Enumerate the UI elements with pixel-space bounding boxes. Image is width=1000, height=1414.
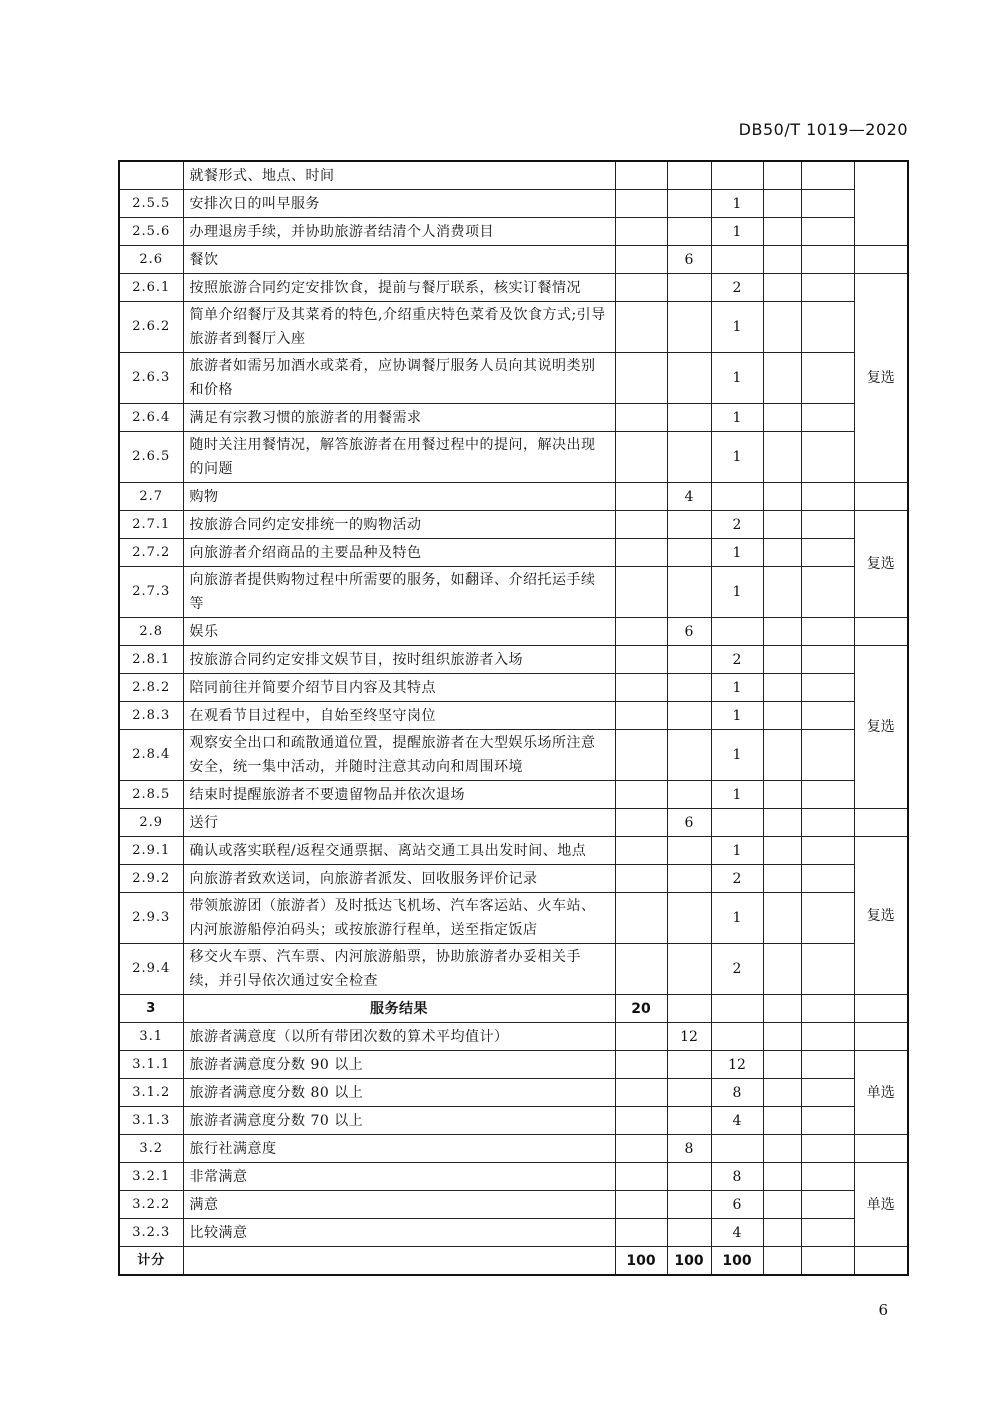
item-number: 2.5.6: [119, 218, 183, 246]
score-cell-a: [615, 944, 667, 995]
selection-note: 单选: [854, 1051, 908, 1135]
score-cell-c: 8: [711, 1163, 763, 1191]
blank-cell: [763, 1023, 801, 1051]
score-cell-b: [667, 1191, 711, 1219]
blank-cell: [801, 837, 854, 865]
item-number: 3: [119, 995, 183, 1023]
score-cell-b: [667, 893, 711, 944]
blank-cell: [763, 1219, 801, 1247]
score-cell-b: [667, 781, 711, 809]
blank-cell: [801, 1023, 854, 1051]
item-number: [119, 161, 183, 190]
selection-note: [854, 809, 908, 837]
item-number: 3.2.2: [119, 1191, 183, 1219]
score-cell-a: [615, 837, 667, 865]
score-cell-c: 1: [711, 539, 763, 567]
score-cell-b: [667, 539, 711, 567]
selection-note: 单选: [854, 1163, 908, 1247]
item-text: 办理退房手续，并协助旅游者结清个人消费项目: [183, 218, 615, 246]
blank-cell: [763, 995, 801, 1023]
score-cell-a: [615, 1051, 667, 1079]
blank-cell: [763, 1247, 801, 1276]
item-number: 2.6.5: [119, 432, 183, 483]
score-cell-a: [615, 539, 667, 567]
score-cell-b: [667, 302, 711, 353]
item-number: 2.6.3: [119, 353, 183, 404]
item-text: 旅游者满意度分数 80 以上: [183, 1079, 615, 1107]
item-number: 2.9.2: [119, 865, 183, 893]
score-cell-c: 1: [711, 190, 763, 218]
table-row: [119, 246, 908, 274]
item-text: [183, 1247, 615, 1276]
item-number: 2.8.5: [119, 781, 183, 809]
table-row: [119, 1051, 908, 1079]
selection-note: 复选: [854, 646, 908, 809]
blank-cell: [801, 646, 854, 674]
item-number: 2.7.2: [119, 539, 183, 567]
score-cell-a: [615, 702, 667, 730]
item-number: 2.8: [119, 618, 183, 646]
table-row: [119, 1135, 908, 1163]
blank-cell: [763, 1051, 801, 1079]
selection-note: [854, 1135, 908, 1163]
table-row: [119, 618, 908, 646]
item-number: 2.9.4: [119, 944, 183, 995]
table-row: [119, 1163, 908, 1191]
blank-cell: [801, 1191, 854, 1219]
score-cell-c: 4: [711, 1107, 763, 1135]
blank-cell: [763, 1079, 801, 1107]
selection-note: [854, 618, 908, 646]
score-cell-c: 2: [711, 274, 763, 302]
score-cell-a: [615, 353, 667, 404]
blank-cell: [763, 218, 801, 246]
blank-cell: [801, 246, 854, 274]
blank-cell: [801, 1107, 854, 1135]
score-cell-b: [667, 274, 711, 302]
item-number: 3.2.3: [119, 1219, 183, 1247]
score-cell-c: 12: [711, 1051, 763, 1079]
item-text: 娱乐: [183, 618, 615, 646]
score-cell-a: [615, 161, 667, 190]
item-number: 2.5.5: [119, 190, 183, 218]
score-cell-b: [667, 190, 711, 218]
item-number: 2.6.4: [119, 404, 183, 432]
score-cell-a: [615, 618, 667, 646]
score-cell-b: [667, 646, 711, 674]
score-cell-a: [615, 646, 667, 674]
blank-cell: [763, 1107, 801, 1135]
score-cell-a: [615, 674, 667, 702]
item-number: 2.6: [119, 246, 183, 274]
item-text: 比较满意: [183, 1219, 615, 1247]
item-text: 旅游者满意度分数 90 以上: [183, 1051, 615, 1079]
blank-cell: [801, 674, 854, 702]
item-text: 送行: [183, 809, 615, 837]
score-cell-c: 1: [711, 432, 763, 483]
blank-cell: [801, 944, 854, 995]
table-row: [119, 781, 908, 809]
score-cell-a: [615, 730, 667, 781]
table-row: [119, 539, 908, 567]
score-cell-b: [667, 944, 711, 995]
table-row: [119, 1079, 908, 1107]
blank-cell: [801, 161, 854, 190]
blank-cell: [763, 246, 801, 274]
table-row: [119, 893, 908, 944]
score-cell-a: [615, 1079, 667, 1107]
table-row: [119, 1191, 908, 1219]
table-row: [119, 353, 908, 404]
blank-cell: [763, 646, 801, 674]
item-text: 旅游者如需另加酒水或菜肴，应协调餐厅服务人员向其说明类别和价格: [183, 353, 615, 404]
score-cell-a: [615, 483, 667, 511]
item-text: 移交火车票、汽车票、内河旅游船票，协助旅游者办妥相关手续，并引导依次通过安全检查: [183, 944, 615, 995]
item-text: 陪同前往并简要介绍节目内容及其特点: [183, 674, 615, 702]
table-row: [119, 218, 908, 246]
table-row: [119, 1107, 908, 1135]
score-cell-c: 100: [711, 1247, 763, 1276]
blank-cell: [763, 809, 801, 837]
blank-cell: [763, 483, 801, 511]
table-row: [119, 809, 908, 837]
blank-cell: [801, 865, 854, 893]
blank-cell: [801, 1219, 854, 1247]
blank-cell: [763, 893, 801, 944]
table-row: [119, 837, 908, 865]
score-cell-b: [667, 1079, 711, 1107]
selection-note: 复选: [854, 511, 908, 618]
score-cell-a: [615, 865, 667, 893]
blank-cell: [801, 1163, 854, 1191]
score-cell-b: [667, 1107, 711, 1135]
item-text: 非常满意: [183, 1163, 615, 1191]
blank-cell: [801, 511, 854, 539]
score-cell-c: [711, 1023, 763, 1051]
score-cell-c: 2: [711, 646, 763, 674]
table-row: [119, 1247, 908, 1276]
blank-cell: [801, 539, 854, 567]
item-text: 带领旅游团（旅游者）及时抵达飞机场、汽车客运站、火车站、内河旅游船停泊码头；或按旅游行程单，送至指定饭店: [183, 893, 615, 944]
score-cell-a: [615, 1135, 667, 1163]
blank-cell: [763, 274, 801, 302]
score-cell-c: 1: [711, 404, 763, 432]
blank-cell: [763, 511, 801, 539]
item-text: 购物: [183, 483, 615, 511]
item-text: 满意: [183, 1191, 615, 1219]
score-cell-b: 12: [667, 1023, 711, 1051]
item-text: 就餐形式、地点、时间: [183, 161, 615, 190]
score-cell-a: 100: [615, 1247, 667, 1276]
score-cell-c: 2: [711, 511, 763, 539]
score-cell-b: 6: [667, 246, 711, 274]
blank-cell: [763, 404, 801, 432]
selection-note: [854, 995, 908, 1023]
item-number: 3.1.2: [119, 1079, 183, 1107]
item-text: 向旅游者致欢送词，向旅游者派发、回收服务评价记录: [183, 865, 615, 893]
page-number: 6: [878, 1301, 888, 1319]
table-row: [119, 274, 908, 302]
item-number: 2.9.1: [119, 837, 183, 865]
blank-cell: [763, 161, 801, 190]
score-cell-c: 1: [711, 730, 763, 781]
item-number: 2.7: [119, 483, 183, 511]
score-cell-c: 1: [711, 302, 763, 353]
item-number: 2.9: [119, 809, 183, 837]
blank-cell: [801, 404, 854, 432]
score-cell-a: 20: [615, 995, 667, 1023]
score-cell-c: 8: [711, 1079, 763, 1107]
score-cell-c: 1: [711, 702, 763, 730]
blank-cell: [763, 781, 801, 809]
score-cell-c: [711, 995, 763, 1023]
item-number: 2.6.1: [119, 274, 183, 302]
score-cell-c: 2: [711, 944, 763, 995]
blank-cell: [763, 539, 801, 567]
blank-cell: [763, 702, 801, 730]
blank-cell: [763, 730, 801, 781]
item-text: 在观看节目过程中，自始至终坚守岗位: [183, 702, 615, 730]
blank-cell: [801, 353, 854, 404]
blank-cell: [763, 432, 801, 483]
score-cell-b: 8: [667, 1135, 711, 1163]
item-text: 服务结果: [183, 995, 615, 1023]
score-cell-b: [667, 674, 711, 702]
score-cell-b: [667, 218, 711, 246]
blank-cell: [801, 893, 854, 944]
blank-cell: [801, 274, 854, 302]
item-text: 旅游者满意度（以所有带团次数的算术平均值计）: [183, 1023, 615, 1051]
score-cell-a: [615, 190, 667, 218]
item-text: 确认或落实联程/返程交通票据、离站交通工具出发时间、地点: [183, 837, 615, 865]
table-row: [119, 302, 908, 353]
score-cell-b: [667, 432, 711, 483]
score-cell-c: [711, 483, 763, 511]
blank-cell: [763, 353, 801, 404]
blank-cell: [763, 674, 801, 702]
item-text: 旅行社满意度: [183, 1135, 615, 1163]
score-cell-a: [615, 809, 667, 837]
score-cell-b: [667, 1163, 711, 1191]
blank-cell: [801, 302, 854, 353]
item-text: 结束时提醒旅游者不要遗留物品并依次退场: [183, 781, 615, 809]
item-text: 餐饮: [183, 246, 615, 274]
table-row: [119, 944, 908, 995]
score-cell-c: 1: [711, 837, 763, 865]
score-cell-c: 2: [711, 865, 763, 893]
table-row: [119, 511, 908, 539]
item-number: 计分: [119, 1247, 183, 1276]
score-cell-b: [667, 1219, 711, 1247]
score-cell-a: [615, 1163, 667, 1191]
blank-cell: [763, 567, 801, 618]
item-text: 按旅游合同约定安排文娱节目，按时组织旅游者入场: [183, 646, 615, 674]
score-cell-a: [615, 1023, 667, 1051]
blank-cell: [801, 702, 854, 730]
selection-note: [854, 161, 908, 246]
item-number: 2.7.3: [119, 567, 183, 618]
table-row: [119, 190, 908, 218]
blank-cell: [763, 944, 801, 995]
blank-cell: [801, 483, 854, 511]
table-row: [119, 674, 908, 702]
item-text: 旅游者满意度分数 70 以上: [183, 1107, 615, 1135]
score-cell-a: [615, 404, 667, 432]
item-number: 2.8.1: [119, 646, 183, 674]
blank-cell: [801, 1247, 854, 1276]
blank-cell: [763, 190, 801, 218]
blank-cell: [801, 1135, 854, 1163]
scoring-table: [118, 160, 909, 1276]
item-number: 2.7.1: [119, 511, 183, 539]
blank-cell: [801, 1079, 854, 1107]
score-cell-c: 4: [711, 1219, 763, 1247]
selection-note: [854, 246, 908, 274]
table-row: [119, 1023, 908, 1051]
table-row: [119, 483, 908, 511]
score-cell-a: [615, 274, 667, 302]
item-number: 3.2.1: [119, 1163, 183, 1191]
table-row: [119, 161, 908, 190]
table-row: [119, 432, 908, 483]
score-cell-b: [667, 730, 711, 781]
score-cell-b: [667, 353, 711, 404]
blank-cell: [801, 781, 854, 809]
score-cell-b: [667, 404, 711, 432]
item-text: 按照旅游合同约定安排饮食，提前与餐厅联系，核实订餐情况: [183, 274, 615, 302]
score-cell-c: 1: [711, 674, 763, 702]
blank-cell: [763, 618, 801, 646]
blank-cell: [763, 1163, 801, 1191]
table-row: [119, 646, 908, 674]
score-cell-a: [615, 893, 667, 944]
blank-cell: [801, 618, 854, 646]
blank-cell: [801, 567, 854, 618]
score-cell-c: [711, 1135, 763, 1163]
selection-note: [854, 483, 908, 511]
score-cell-c: [711, 809, 763, 837]
blank-cell: [763, 1135, 801, 1163]
score-cell-a: [615, 511, 667, 539]
score-cell-c: 1: [711, 218, 763, 246]
item-number: 2.6.2: [119, 302, 183, 353]
score-cell-a: [615, 1107, 667, 1135]
blank-cell: [763, 1191, 801, 1219]
table-row: [119, 995, 908, 1023]
score-cell-c: 1: [711, 893, 763, 944]
item-number: 3.1.1: [119, 1051, 183, 1079]
score-cell-c: [711, 246, 763, 274]
score-cell-c: [711, 161, 763, 190]
table-row: [119, 404, 908, 432]
score-cell-b: 6: [667, 618, 711, 646]
item-number: 2.9.3: [119, 893, 183, 944]
blank-cell: [801, 218, 854, 246]
score-cell-a: [615, 246, 667, 274]
score-cell-c: 1: [711, 353, 763, 404]
item-text: 满足有宗教习惯的旅游者的用餐需求: [183, 404, 615, 432]
blank-cell: [801, 809, 854, 837]
selection-note: [854, 1023, 908, 1051]
score-cell-a: [615, 218, 667, 246]
blank-cell: [801, 190, 854, 218]
item-text: 随时关注用餐情况，解答旅游者在用餐过程中的提问，解决出现的问题: [183, 432, 615, 483]
score-cell-b: [667, 161, 711, 190]
table-row: [119, 730, 908, 781]
selection-note: 复选: [854, 837, 908, 995]
score-cell-a: [615, 781, 667, 809]
item-text: 观察安全出口和疏散通道位置，提醒旅游者在大型娱乐场所注意安全，统一集中活动，并随时注意其动向和周围环境: [183, 730, 615, 781]
item-number: 3.2: [119, 1135, 183, 1163]
table-row: [119, 1219, 908, 1247]
score-cell-c: 1: [711, 567, 763, 618]
score-cell-c: [711, 618, 763, 646]
score-cell-b: [667, 865, 711, 893]
score-cell-b: [667, 702, 711, 730]
score-cell-a: [615, 1219, 667, 1247]
score-cell-b: [667, 511, 711, 539]
item-text: 向旅游者提供购物过程中所需要的服务，如翻译、介绍托运手续等: [183, 567, 615, 618]
score-cell-b: 4: [667, 483, 711, 511]
score-cell-c: 6: [711, 1191, 763, 1219]
item-number: 2.8.2: [119, 674, 183, 702]
score-cell-c: 1: [711, 781, 763, 809]
blank-cell: [763, 865, 801, 893]
score-cell-b: 100: [667, 1247, 711, 1276]
score-cell-a: [615, 432, 667, 483]
item-number: 2.8.4: [119, 730, 183, 781]
blank-cell: [763, 302, 801, 353]
table-row: [119, 702, 908, 730]
item-text: 简单介绍餐厅及其菜肴的特色,介绍重庆特色菜肴及饮食方式;引导旅游者到餐厅入座: [183, 302, 615, 353]
selection-note: 复选: [854, 274, 908, 483]
score-cell-b: [667, 995, 711, 1023]
item-text: 向旅游者介绍商品的主要品种及特色: [183, 539, 615, 567]
score-cell-a: [615, 1191, 667, 1219]
blank-cell: [801, 730, 854, 781]
blank-cell: [801, 1051, 854, 1079]
score-cell-b: [667, 567, 711, 618]
score-cell-b: [667, 1051, 711, 1079]
item-text: 安排次日的叫早服务: [183, 190, 615, 218]
blank-cell: [801, 432, 854, 483]
table-row: [119, 567, 908, 618]
score-cell-b: [667, 837, 711, 865]
blank-cell: [801, 995, 854, 1023]
item-number: 3.1: [119, 1023, 183, 1051]
score-cell-b: 6: [667, 809, 711, 837]
item-number: 2.8.3: [119, 702, 183, 730]
score-cell-a: [615, 302, 667, 353]
table-row: [119, 865, 908, 893]
blank-cell: [763, 837, 801, 865]
selection-note: [854, 1247, 908, 1276]
item-text: 按旅游合同约定安排统一的购物活动: [183, 511, 615, 539]
score-cell-a: [615, 567, 667, 618]
standard-code: DB50/T 1019—2020: [738, 120, 908, 139]
item-number: 3.1.3: [119, 1107, 183, 1135]
